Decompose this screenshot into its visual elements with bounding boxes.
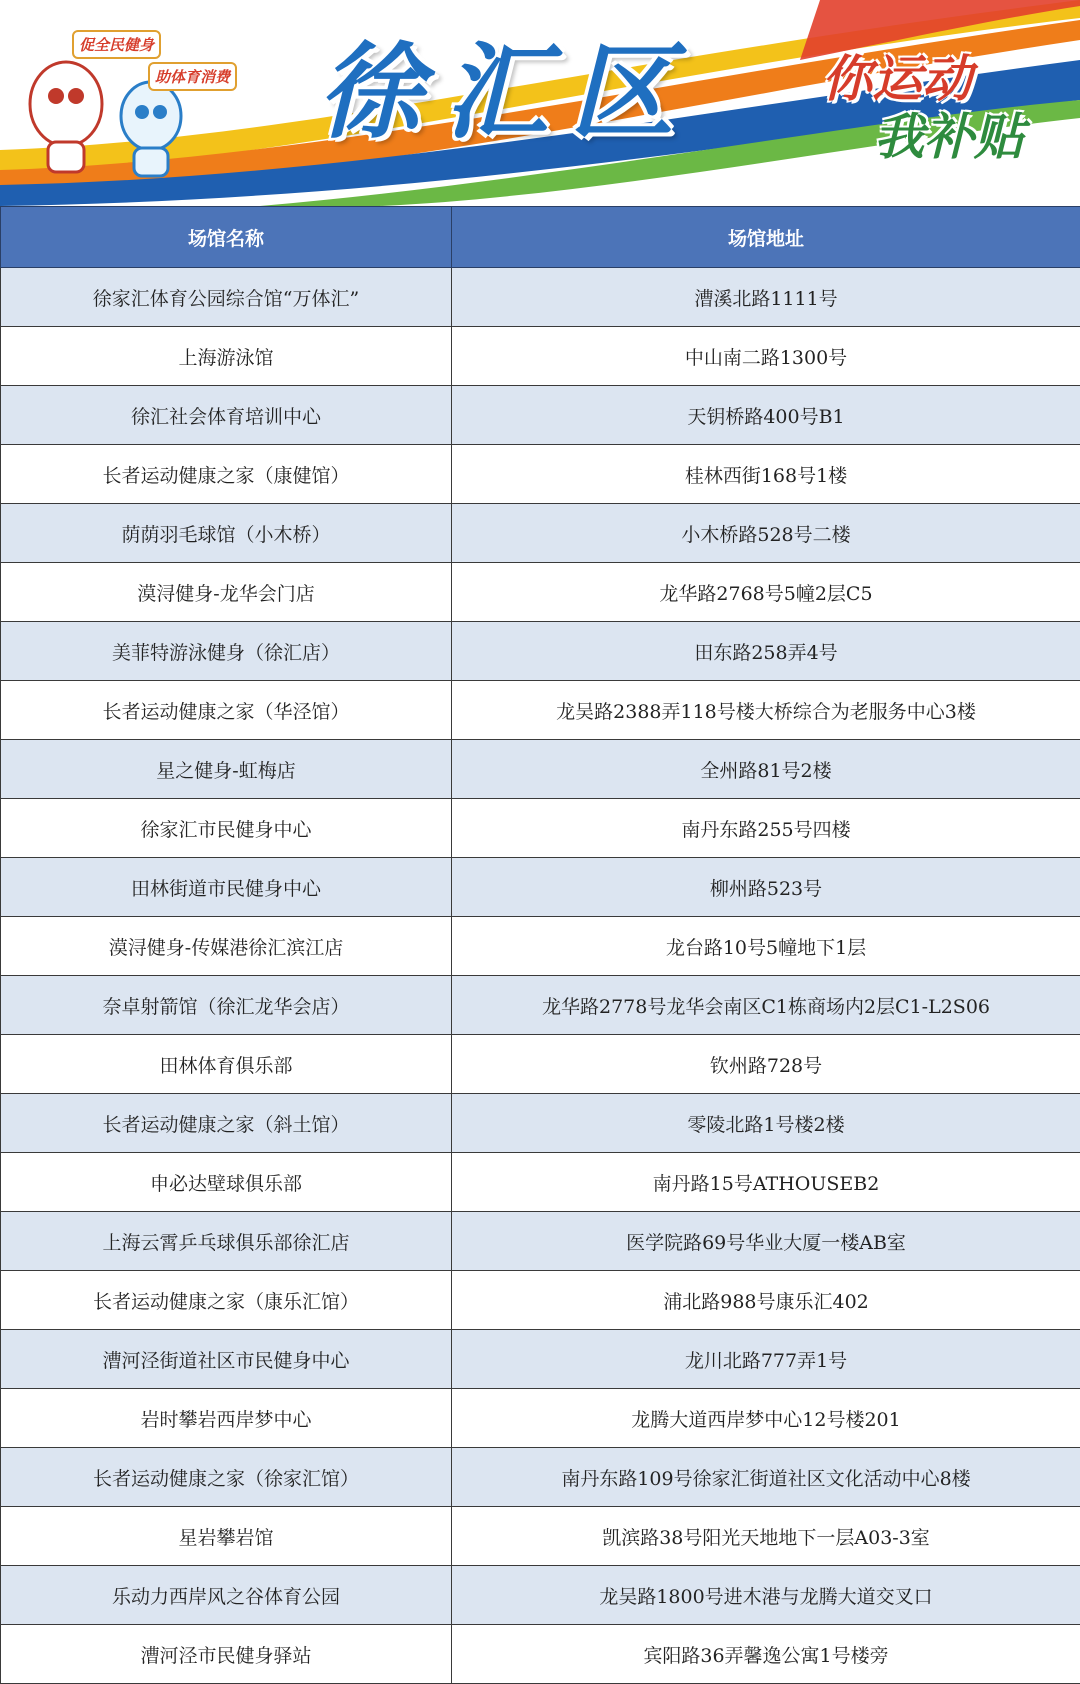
table-body — [1, 268, 1080, 1684]
table-row — [1, 1566, 1080, 1625]
venue-address-cell: 南丹路15号ATHOUSEB2 — [452, 1153, 1080, 1212]
header-banner — [0, 0, 1080, 206]
table-row — [1, 858, 1080, 917]
slogan-bubble-fitness: 促全民健身 — [72, 30, 161, 59]
subsidy-slogan — [818, 48, 1058, 178]
venue-address-cell: 浦北路988号康乐汇402 — [452, 1271, 1080, 1330]
table-row — [1, 1330, 1080, 1389]
venue-name-cell: 田林街道市民健身中心 — [1, 858, 452, 917]
table-row — [1, 386, 1080, 445]
venue-address-cell: 钦州路728号 — [452, 1035, 1080, 1094]
venue-name-cell: 上海云霄乒乓球俱乐部徐汇店 — [1, 1212, 452, 1271]
venue-address-cell: 田东路258弄4号 — [452, 622, 1080, 681]
table-row — [1, 1094, 1080, 1153]
table-row — [1, 681, 1080, 740]
venue-name-cell: 奈卓射箭馆（徐汇龙华会店） — [1, 976, 452, 1035]
venue-name-cell: 上海游泳馆 — [1, 327, 452, 386]
header-venue-address: 场馆地址 — [452, 207, 1080, 268]
venue-address-cell: 龙台路10号5幢地下1层 — [452, 917, 1080, 976]
venue-name-cell: 岩时攀岩西岸梦中心 — [1, 1389, 452, 1448]
venue-name-cell: 申必达壁球俱乐部 — [1, 1153, 452, 1212]
venue-name-cell: 长者运动健康之家（斜土馆） — [1, 1094, 452, 1153]
venue-name-cell: 徐汇社会体育培训中心 — [1, 386, 452, 445]
venue-address-cell: 龙华路2768号5幢2层C5 — [452, 563, 1080, 622]
table-row — [1, 622, 1080, 681]
venue-address-cell: 桂林西街168号1楼 — [452, 445, 1080, 504]
venue-name-cell: 长者运动健康之家（康健馆） — [1, 445, 452, 504]
venue-address-cell: 零陵北路1号楼2楼 — [452, 1094, 1080, 1153]
table-row — [1, 1507, 1080, 1566]
slogan-line-1: 你运动 — [822, 54, 972, 104]
venue-name-cell: 漠浔健身-龙华会门店 — [1, 563, 452, 622]
venue-name-cell: 徐家汇体育公园综合馆“万体汇” — [1, 268, 452, 327]
venue-name-cell: 长者运动健康之家（康乐汇馆） — [1, 1271, 452, 1330]
venue-address-cell: 宾阳路36弄馨逸公寓1号楼旁 — [452, 1625, 1080, 1684]
table-row — [1, 1271, 1080, 1330]
header-venue-name: 场馆名称 — [1, 207, 452, 268]
page-title: 徐汇区 — [318, 40, 718, 144]
venue-address-cell: 全州路81号2楼 — [452, 740, 1080, 799]
table-row — [1, 1625, 1080, 1684]
venue-table — [0, 206, 1080, 1684]
venue-address-cell: 医学院路69号华业大厦一楼AB室 — [452, 1212, 1080, 1271]
venue-name-cell: 星之健身-虹梅店 — [1, 740, 452, 799]
venue-name-cell: 漕河泾市民健身驿站 — [1, 1625, 452, 1684]
table-row — [1, 327, 1080, 386]
venue-name-cell: 星岩攀岩馆 — [1, 1507, 452, 1566]
venue-name-cell: 徐家汇市民健身中心 — [1, 799, 452, 858]
venue-address-cell: 柳州路523号 — [452, 858, 1080, 917]
mascots-illustration — [6, 24, 236, 184]
venue-address-cell: 龙吴路2388弄118号楼大桥综合为老服务中心3楼 — [452, 681, 1080, 740]
table-row — [1, 799, 1080, 858]
venue-address-cell: 南丹东路109号徐家汇街道社区文化活动中心8楼 — [452, 1448, 1080, 1507]
table-row — [1, 1212, 1080, 1271]
table-row — [1, 1448, 1080, 1507]
table-row — [1, 740, 1080, 799]
table-row — [1, 1153, 1080, 1212]
venue-name-cell: 乐动力西岸风之谷体育公园 — [1, 1566, 452, 1625]
venue-name-cell: 长者运动健康之家（徐家汇馆） — [1, 1448, 452, 1507]
table-row — [1, 976, 1080, 1035]
slogan-bubble-consumption: 助体育消费 — [148, 62, 237, 91]
venue-name-cell: 美菲特游泳健身（徐汇店） — [1, 622, 452, 681]
table-row — [1, 1389, 1080, 1448]
venue-address-cell: 龙吴路1800号进木港与龙腾大道交叉口 — [452, 1566, 1080, 1625]
venue-address-cell: 中山南二路1300号 — [452, 327, 1080, 386]
table-row — [1, 268, 1080, 327]
venue-address-cell: 龙川北路777弄1号 — [452, 1330, 1080, 1389]
venue-name-cell: 漠浔健身-传媒港徐汇滨江店 — [1, 917, 452, 976]
venue-address-cell: 龙华路2778号龙华会南区C1栋商场内2层C1-L2S06 — [452, 976, 1080, 1035]
table-row — [1, 445, 1080, 504]
table-header-row — [1, 207, 1080, 268]
table-row — [1, 504, 1080, 563]
venue-name-cell: 漕河泾街道社区市民健身中心 — [1, 1330, 452, 1389]
venue-address-cell: 南丹东路255号四楼 — [452, 799, 1080, 858]
venue-name-cell: 荫荫羽毛球馆（小木桥） — [1, 504, 452, 563]
table-row — [1, 917, 1080, 976]
venue-address-cell: 龙腾大道西岸梦中心12号楼201 — [452, 1389, 1080, 1448]
venue-name-cell: 长者运动健康之家（华泾馆） — [1, 681, 452, 740]
venue-address-cell: 凯滨路38号阳光天地地下一层A03-3室 — [452, 1507, 1080, 1566]
slogan-line-2: 我补贴 — [874, 112, 1024, 162]
table-row — [1, 563, 1080, 622]
venue-address-cell: 天钥桥路400号B1 — [452, 386, 1080, 445]
venue-address-cell: 漕溪北路1111号 — [452, 268, 1080, 327]
table-row — [1, 1035, 1080, 1094]
venue-address-cell: 小木桥路528号二楼 — [452, 504, 1080, 563]
venue-name-cell: 田林体育俱乐部 — [1, 1035, 452, 1094]
